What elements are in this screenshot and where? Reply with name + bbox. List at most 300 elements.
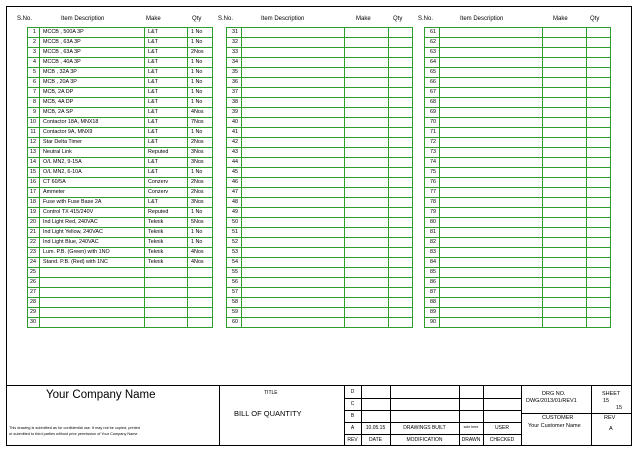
quantity-cell: 1 No — [188, 128, 213, 138]
quantity-cell — [587, 48, 611, 58]
serial-number-cell: 14 — [28, 158, 40, 168]
table-row — [28, 188, 213, 198]
quantity-cell — [587, 158, 611, 168]
table-row — [227, 118, 413, 128]
table-row — [425, 258, 611, 268]
make-cell: L&T — [145, 78, 188, 88]
item-description-cell — [242, 298, 345, 308]
make-cell — [543, 228, 587, 238]
make-cell — [543, 88, 587, 98]
item-description-cell — [242, 178, 345, 188]
serial-number-cell: 46 — [227, 178, 242, 188]
quantity-cell — [587, 298, 611, 308]
item-description-cell: Fuse with Fuse Base 2A — [40, 198, 145, 208]
serial-number-cell: 9 — [28, 108, 40, 118]
quantity-cell: 1 No — [188, 38, 213, 48]
make-cell — [345, 108, 389, 118]
serial-number-cell: 74 — [425, 158, 440, 168]
make-cell — [543, 98, 587, 108]
serial-number-cell: 41 — [227, 128, 242, 138]
table-row — [425, 208, 611, 218]
serial-number-cell: 70 — [425, 118, 440, 128]
table-row — [28, 258, 213, 268]
make-cell — [345, 288, 389, 298]
item-description-cell — [440, 38, 543, 48]
serial-number-cell: 27 — [28, 288, 40, 298]
item-description-cell: O/L MN2, 9-15A — [40, 158, 145, 168]
table-row — [425, 68, 611, 78]
serial-number-cell: 88 — [425, 298, 440, 308]
quantity-cell — [389, 168, 413, 178]
item-description-cell: MCCB , 63A 3P — [40, 48, 145, 58]
drawing-number: DWG/2013/01/REV1 — [526, 398, 577, 404]
quantity-cell — [389, 98, 413, 108]
make-cell — [345, 98, 389, 108]
serial-number-cell: 25 — [28, 268, 40, 278]
serial-number-cell: 64 — [425, 58, 440, 68]
serial-number-cell: 89 — [425, 308, 440, 318]
item-description-cell — [440, 208, 543, 218]
quantity-cell — [389, 258, 413, 268]
table-row — [425, 148, 611, 158]
serial-number-cell: 12 — [28, 138, 40, 148]
serial-number-cell: 54 — [227, 258, 242, 268]
make-cell — [345, 278, 389, 288]
item-description-cell — [440, 288, 543, 298]
item-description-cell — [242, 318, 345, 328]
serial-number-cell: 85 — [425, 268, 440, 278]
serial-number-cell: 28 — [28, 298, 40, 308]
quantity-cell — [587, 88, 611, 98]
quantity-cell — [389, 138, 413, 148]
serial-number-cell: 22 — [28, 238, 40, 248]
item-description-cell — [242, 268, 345, 278]
serial-number-cell: 82 — [425, 238, 440, 248]
quantity-cell — [587, 128, 611, 138]
revision-rev-cell: A — [350, 425, 355, 431]
table-row — [425, 108, 611, 118]
serial-number-cell: 29 — [28, 308, 40, 318]
make-cell — [345, 178, 389, 188]
header-qty: Qty — [590, 16, 600, 22]
table-row — [28, 148, 213, 158]
make-cell: L&T — [145, 88, 188, 98]
serial-number-cell: 18 — [28, 198, 40, 208]
quantity-cell — [587, 38, 611, 48]
item-description-cell — [440, 308, 543, 318]
make-cell: L&T — [145, 138, 188, 148]
serial-number-cell: 16 — [28, 178, 40, 188]
quantity-cell — [587, 168, 611, 178]
table-row — [28, 178, 213, 188]
table-row — [28, 268, 213, 278]
item-description-cell — [242, 188, 345, 198]
header-block-2 — [218, 13, 418, 25]
item-description-cell — [242, 148, 345, 158]
make-cell: Conzerv — [145, 188, 188, 198]
table-row — [425, 98, 611, 108]
serial-number-cell: 48 — [227, 198, 242, 208]
header-make: Make — [553, 16, 568, 22]
item-description-cell — [242, 98, 345, 108]
table-row — [227, 28, 413, 38]
make-cell: Reputed — [145, 208, 188, 218]
make-cell — [543, 208, 587, 218]
serial-number-cell: 20 — [28, 218, 40, 228]
serial-number-cell: 66 — [425, 78, 440, 88]
table-row — [227, 188, 413, 198]
quantity-cell — [587, 198, 611, 208]
serial-number-cell: 6 — [28, 78, 40, 88]
make-cell — [345, 238, 389, 248]
make-cell: Teknik — [145, 228, 188, 238]
item-description-cell: MCB, 2A DP — [40, 88, 145, 98]
item-description-cell — [242, 118, 345, 128]
make-cell — [345, 208, 389, 218]
table-row — [227, 288, 413, 298]
revision-header-rev: REV — [347, 437, 358, 443]
serial-number-cell: 4 — [28, 58, 40, 68]
item-description-cell — [40, 278, 145, 288]
quantity-cell — [389, 58, 413, 68]
make-cell — [345, 308, 389, 318]
make-cell: L&T — [145, 98, 188, 108]
table-row — [227, 58, 413, 68]
serial-number-cell: 21 — [28, 228, 40, 238]
quantity-cell — [587, 118, 611, 128]
quantity-cell — [587, 28, 611, 38]
item-description-cell — [242, 228, 345, 238]
quantity-cell — [188, 308, 213, 318]
make-cell: L&T — [145, 108, 188, 118]
quantity-cell — [587, 268, 611, 278]
revision-checked-cell: USER — [495, 425, 509, 431]
item-description-cell — [440, 28, 543, 38]
item-description-cell: Ind Light Yellow, 240VAC — [40, 228, 145, 238]
item-description-cell — [440, 188, 543, 198]
item-description-cell — [440, 268, 543, 278]
header-item-description: Item Description — [261, 16, 305, 22]
serial-number-cell: 81 — [425, 228, 440, 238]
serial-number-cell: 47 — [227, 188, 242, 198]
table-row — [425, 88, 611, 98]
quantity-cell — [389, 218, 413, 228]
table-row — [425, 28, 611, 38]
serial-number-cell: 73 — [425, 148, 440, 158]
item-description-cell: MCCB , 40A 3P — [40, 58, 145, 68]
quantity-cell — [389, 248, 413, 258]
quantity-cell — [188, 288, 213, 298]
serial-number-cell: 57 — [227, 288, 242, 298]
make-cell — [543, 68, 587, 78]
table-row — [425, 298, 611, 308]
make-cell — [543, 158, 587, 168]
item-description-cell: Ind Light Blue, 240VAC — [40, 238, 145, 248]
table-row — [28, 98, 213, 108]
serial-number-cell: 2 — [28, 38, 40, 48]
make-cell — [345, 68, 389, 78]
header-block-1 — [17, 13, 217, 25]
quantity-cell — [389, 158, 413, 168]
table-row — [227, 158, 413, 168]
make-cell — [345, 268, 389, 278]
make-cell — [543, 248, 587, 258]
serial-number-cell: 17 — [28, 188, 40, 198]
table-row — [425, 238, 611, 248]
item-description-cell: Contactor 18A, MNX18 — [40, 118, 145, 128]
customer-label: CUSTOMER — [542, 415, 574, 421]
table-row — [227, 68, 413, 78]
make-cell — [145, 288, 188, 298]
revision-header-date: DATE — [369, 437, 382, 443]
serial-number-cell: 37 — [227, 88, 242, 98]
make-cell — [543, 238, 587, 248]
item-description-cell — [242, 158, 345, 168]
quantity-cell — [587, 138, 611, 148]
quantity-cell — [188, 298, 213, 308]
revision-label: REV — [604, 415, 616, 421]
item-description-cell — [40, 288, 145, 298]
make-cell: Teknik — [145, 218, 188, 228]
quantity-cell — [389, 298, 413, 308]
item-description-cell — [242, 78, 345, 88]
item-description-cell: Lum. P.B. (Green) with 1NO — [40, 248, 145, 258]
quantity-cell — [389, 68, 413, 78]
item-description-cell — [440, 178, 543, 188]
quantity-cell — [389, 288, 413, 298]
make-cell: Teknik — [145, 258, 188, 268]
make-cell — [145, 268, 188, 278]
serial-number-cell: 5 — [28, 68, 40, 78]
make-cell — [345, 258, 389, 268]
drawing-number-label: DRG NO. — [542, 391, 566, 397]
serial-number-cell: 35 — [227, 68, 242, 78]
item-description-cell — [440, 278, 543, 288]
make-cell — [345, 78, 389, 88]
table-row — [28, 68, 213, 78]
item-description-cell: Ind Light Red, 240VAC — [40, 218, 145, 228]
item-description-cell — [440, 298, 543, 308]
serial-number-cell: 90 — [425, 318, 440, 328]
item-description-cell — [242, 248, 345, 258]
quantity-cell — [389, 228, 413, 238]
table-row — [425, 308, 611, 318]
item-description-cell — [440, 68, 543, 78]
make-cell — [345, 198, 389, 208]
item-description-cell — [242, 28, 345, 38]
table-row — [28, 28, 213, 38]
table-row — [425, 138, 611, 148]
quantity-cell — [587, 68, 611, 78]
quantity-cell — [587, 78, 611, 88]
table-row — [28, 78, 213, 88]
serial-number-cell: 33 — [227, 48, 242, 58]
table-row — [28, 288, 213, 298]
quantity-cell — [389, 318, 413, 328]
table-row — [227, 238, 413, 248]
table-row — [227, 48, 413, 58]
table-row — [425, 178, 611, 188]
quantity-cell: 2Nos — [188, 188, 213, 198]
serial-number-cell: 43 — [227, 148, 242, 158]
item-description-cell — [440, 128, 543, 138]
table-row — [425, 228, 611, 238]
table-row — [227, 298, 413, 308]
make-cell: L&T — [145, 48, 188, 58]
make-cell — [345, 58, 389, 68]
quantity-cell — [587, 258, 611, 268]
make-cell — [345, 88, 389, 98]
item-description-cell — [242, 48, 345, 58]
table-row — [28, 128, 213, 138]
table-row — [28, 58, 213, 68]
quantity-cell: 1 No — [188, 28, 213, 38]
make-cell — [345, 158, 389, 168]
item-description-cell — [440, 238, 543, 248]
serial-number-cell: 60 — [227, 318, 242, 328]
make-cell — [345, 118, 389, 128]
quantity-cell — [587, 218, 611, 228]
table-row — [425, 118, 611, 128]
make-cell — [345, 248, 389, 258]
serial-number-cell: 86 — [425, 278, 440, 288]
item-description-cell: O/L MN2, 6-10A — [40, 168, 145, 178]
quantity-cell — [389, 208, 413, 218]
serial-number-cell: 52 — [227, 238, 242, 248]
revision-header-modification: MODIFICATION — [406, 437, 443, 443]
table-row — [227, 98, 413, 108]
table-row — [227, 318, 413, 328]
table-row — [425, 198, 611, 208]
make-cell — [543, 138, 587, 148]
item-description-cell: Star Delta Timer — [40, 138, 145, 148]
table-row — [28, 218, 213, 228]
table-row — [425, 188, 611, 198]
quantity-cell — [587, 178, 611, 188]
make-cell — [145, 278, 188, 288]
quantity-cell — [587, 98, 611, 108]
table-row — [28, 208, 213, 218]
quantity-cell — [389, 38, 413, 48]
make-cell — [543, 108, 587, 118]
quantity-cell — [389, 118, 413, 128]
drawing-title: BILL OF QUANTITY — [234, 409, 302, 418]
quantity-cell: 3Nos — [188, 158, 213, 168]
table-row — [28, 308, 213, 318]
quantity-cell — [389, 178, 413, 188]
make-cell: L&T — [145, 158, 188, 168]
make-cell — [345, 168, 389, 178]
quantity-cell — [587, 248, 611, 258]
item-description-cell — [440, 158, 543, 168]
table-row — [227, 228, 413, 238]
item-description-cell — [242, 58, 345, 68]
make-cell — [543, 298, 587, 308]
table-row — [227, 138, 413, 148]
item-description-cell — [440, 98, 543, 108]
revision-rev-cell: C — [350, 401, 355, 407]
table-row — [425, 78, 611, 88]
serial-number-cell: 72 — [425, 138, 440, 148]
header-sno: S.No. — [218, 16, 234, 22]
table-row — [227, 178, 413, 188]
sheet-total: 15 — [616, 405, 623, 411]
quantity-cell — [587, 228, 611, 238]
quantity-cell: 1 No — [188, 168, 213, 178]
table-row — [425, 168, 611, 178]
item-description-cell — [242, 38, 345, 48]
serial-number-cell: 23 — [28, 248, 40, 258]
serial-number-cell: 15 — [28, 168, 40, 178]
make-cell: Conzerv — [145, 178, 188, 188]
quantity-cell — [587, 208, 611, 218]
serial-number-cell: 65 — [425, 68, 440, 78]
table-row — [425, 128, 611, 138]
item-description-cell — [242, 258, 345, 268]
serial-number-cell: 55 — [227, 268, 242, 278]
serial-number-cell: 3 — [28, 48, 40, 58]
serial-number-cell: 44 — [227, 158, 242, 168]
revision-date-cell: 10.05.15 — [365, 425, 386, 431]
make-cell — [345, 298, 389, 308]
serial-number-cell: 87 — [425, 288, 440, 298]
item-description-cell — [242, 278, 345, 288]
item-description-cell — [440, 118, 543, 128]
make-cell: L&T — [145, 198, 188, 208]
quantity-cell — [587, 108, 611, 118]
boq-table-3 — [424, 27, 611, 328]
header-qty: Qty — [192, 16, 202, 22]
make-cell: L&T — [145, 168, 188, 178]
make-cell: Teknik — [145, 248, 188, 258]
serial-number-cell: 10 — [28, 118, 40, 128]
table-row — [28, 318, 213, 328]
serial-number-cell: 58 — [227, 298, 242, 308]
revision-rev-cell: B — [350, 413, 355, 419]
quantity-cell — [389, 198, 413, 208]
table-row — [28, 38, 213, 48]
header-make: Make — [356, 16, 371, 22]
quantity-cell — [389, 188, 413, 198]
quantity-cell — [188, 278, 213, 288]
quantity-cell — [389, 28, 413, 38]
table-row — [28, 108, 213, 118]
make-cell: Teknik — [145, 238, 188, 248]
make-cell — [345, 128, 389, 138]
table-row — [227, 168, 413, 178]
quantity-cell: 3Nos — [188, 148, 213, 158]
table-row — [227, 208, 413, 218]
table-row — [425, 218, 611, 228]
quantity-cell — [587, 278, 611, 288]
serial-number-cell: 24 — [28, 258, 40, 268]
quantity-cell: 1 No — [188, 228, 213, 238]
item-description-cell — [242, 138, 345, 148]
serial-number-cell: 39 — [227, 108, 242, 118]
make-cell — [345, 48, 389, 58]
serial-number-cell: 38 — [227, 98, 242, 108]
quantity-cell: 5Nos — [188, 218, 213, 228]
table-row — [425, 318, 611, 328]
serial-number-cell: 36 — [227, 78, 242, 88]
serial-number-cell: 75 — [425, 168, 440, 178]
item-description-cell — [440, 218, 543, 228]
make-cell — [145, 298, 188, 308]
table-row — [425, 278, 611, 288]
header-sno: S.No. — [17, 16, 33, 22]
item-description-cell — [242, 238, 345, 248]
quantity-cell — [587, 308, 611, 318]
